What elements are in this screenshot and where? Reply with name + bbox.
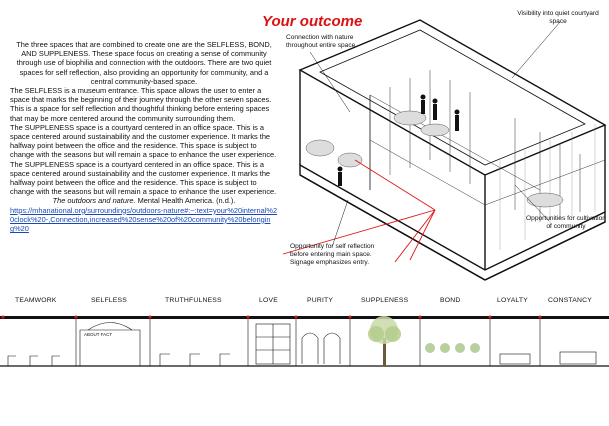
section-teamwork: TEAMWORK (15, 297, 57, 304)
callout-visibility: Visibility into quiet courtyard space (517, 10, 599, 25)
suppleness-paragraph-repeat: The SUPPLENESS space is a courtyard centered in an office space. This is a space centered around sustainability and the customer experience. It marks the halfway point between the office and the residence. This space is subject to change with the seasons but will remain a space to enhance the user experience. (10, 159, 277, 197)
intro-paragraph: The three spaces that are combined to create one are the SELFLESS, BOND, AND SUPPLENESS. These space focus on creating a sense of community through use of biophilia and connection with the outdoors. There are two quiet spaces for self reflection, also providing an opportunity for community, and a central community-based space. (16, 40, 272, 86)
tree-icon (368, 316, 401, 366)
section-suppleness: SUPPLENESS (361, 297, 409, 304)
callout-opportunities: Opportunities for cultivation of community (526, 215, 606, 230)
section-love: LOVE (259, 297, 278, 304)
section-bond: BOND (440, 297, 461, 304)
section-truthfulness: TRUTHFULNESS (165, 297, 222, 304)
reference-title: The outdoors and nature. (52, 196, 136, 206)
section-labels (0, 297, 609, 309)
section-loyalty: LOYALTY (497, 297, 528, 304)
roof-inner (320, 30, 585, 165)
reference-link[interactable]: https://mhanational.org/surroundings/outdoors-nature#:~:text=your%20internal%20clock%20-,Connection,increased%20sense%20of%20community%20belonging%20 (10, 205, 278, 234)
callout-connection: Connection with nature throughout entire space (286, 34, 356, 49)
callout-reflection: Opportunity for self reflection before entering main space. Signage emphasizes entry. (290, 243, 375, 266)
page-title: Your outcome (262, 13, 363, 30)
section-constancy: CONSTANCY (548, 297, 592, 304)
reference-citation (10, 196, 278, 205)
reference-source: Mental Health America. (n.d.). (135, 196, 236, 206)
suppleness-paragraph: The SUPPLENESS space is a courtyard centered in an office space. This is a space centered around sustainability and the customer experience. It marks the halfway point between the office and the residence. This space is subject to change with the seasons but will remain a space to enhance the user experience. (10, 122, 277, 160)
section-strip (0, 310, 609, 370)
strip-sign: ABOUT FACT (84, 332, 113, 337)
section-purity: PURITY (307, 297, 334, 304)
description-text (10, 40, 278, 233)
section-selfless: SELFLESS (91, 297, 127, 304)
selfless-paragraph: The SELFLESS is a museum entrance. This space allows the user to enter a space that marks the beginning of their journey through the other seven spaces. This is a space for self reflection and thoughtful thinking before entering spaces that may be more centered around the community surrounding them. (10, 86, 272, 123)
